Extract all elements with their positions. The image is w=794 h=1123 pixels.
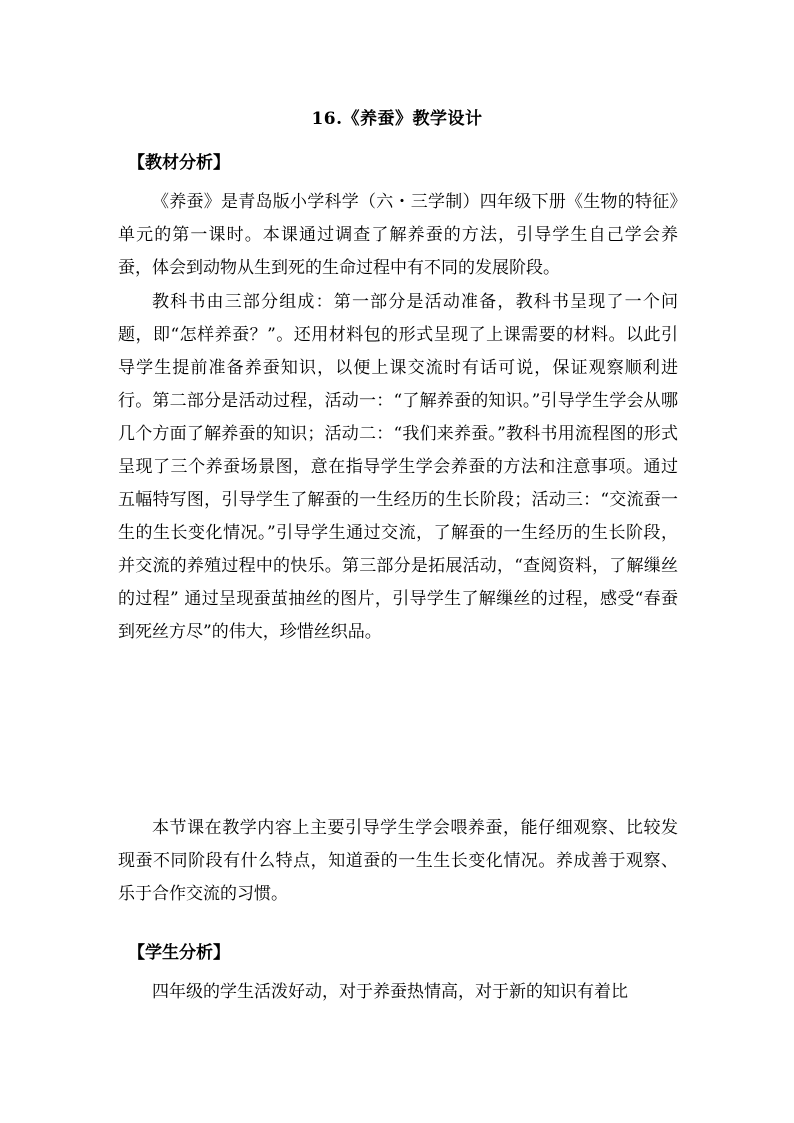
section-heading-student-analysis: 【学生分析】: [128, 943, 230, 963]
section-heading-textbook-analysis: 【教材分析】: [128, 153, 230, 173]
document-title: 16.《养蚕》教学设计: [311, 109, 483, 129]
paragraph-teaching-focus: 本节课在教学内容上主要引导学生学会喂养蚕，能仔细观察、比较发现蚕不同阶段有什么特点，知道蚕的一生生长变化情况。养成善于观察、乐于合作交流的习惯。: [118, 818, 678, 904]
paragraph-student-analysis: 四年级的学生活泼好动，对于养蚕热情高，对于新的知识有着比: [152, 982, 628, 1002]
paragraph-textbook-intro: 《养蚕》是青岛版小学科学（六・三学制）四年级下册《生物的特征》单元的第一课时。本课通过调查了解养蚕的方法，引导学生自己学会养蚕，体会到动物从生到死的生命过程中有不同的发展阶段。: [118, 192, 678, 278]
paragraph-textbook-structure: 教科书由三部分组成：第一部分是活动准备，教科书呈现了一个问题，即“怎样养蚕？”。还用材料包的形式呈现了上课需要的材料。以此引导学生提前准备养蚕知识，以便上课交流时有话可说，保证观察顺利进行。第二部分是活动过程，活动一：“了解养蚕的知识。”引导学生学会从哪几个方面了解养蚕的知识；活动二：“我们来养蚕。”教科书用流程图的形式呈现了三个养蚕场景图，意在指导学生学会养蚕的方法和注意事项。通过五幅特写图，引导学生了解蚕的一生经历的生长阶段；活动三：“交流蚕一生的生长变化情况。”引导学生通过交流，了解蚕的一生经历的生长阶段，并交流的养殖过程中的快乐。第三部分是拓展活动，“查阅资料，了解缫丝的过程” 通过呈现蚕茧抽丝的图片，引导学生了解缫丝的过程，感受“春蚕到死丝方尽”的伟大，珍惜丝织品。: [118, 292, 678, 642]
